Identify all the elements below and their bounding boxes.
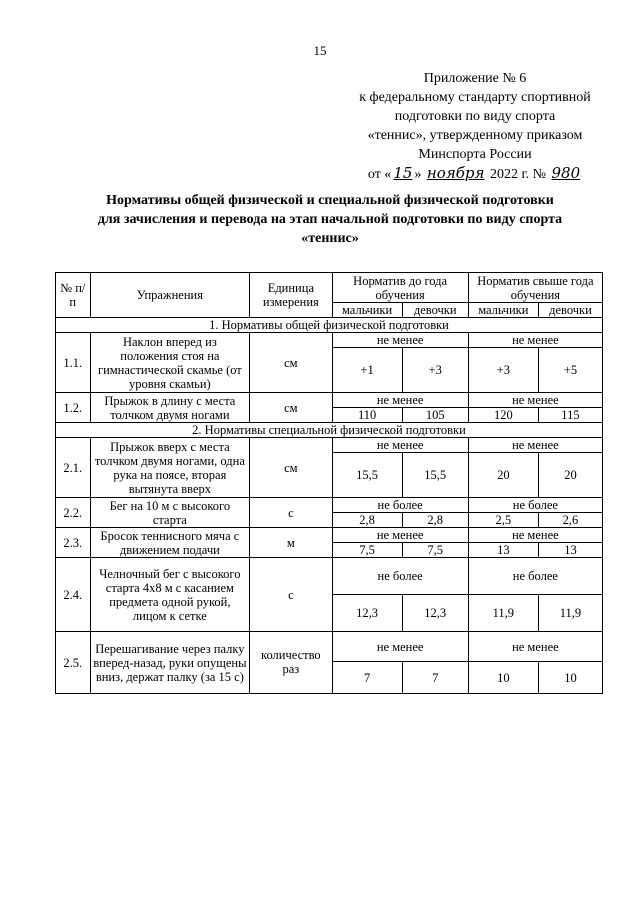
value-cell: 15,5: [402, 453, 468, 498]
norm-label: не менее: [468, 393, 602, 408]
row-num: 2.1.: [56, 438, 91, 498]
value-cell: 12,3: [332, 595, 402, 632]
header-unit: Единица измерения: [250, 273, 332, 318]
row-num: 2.2.: [56, 498, 91, 528]
norm-label: не менее: [332, 438, 468, 453]
value-cell: 10: [468, 662, 538, 694]
value-cell: 105: [402, 408, 468, 423]
row-unit: с: [250, 558, 332, 632]
value-cell: 120: [468, 408, 538, 423]
order-day: 15: [393, 164, 413, 182]
title-line: «теннис»: [301, 231, 359, 246]
row-unit: см: [250, 333, 332, 393]
section-heading: 1. Нормативы общей физической подготовки: [56, 318, 603, 333]
value-cell: 11,9: [538, 595, 602, 632]
header-over-year: Норматив свыше года обучения: [468, 273, 602, 303]
row-exercise: Наклон вперед из положения стоя на гимнастической скамье (от уровня скамьи): [90, 333, 250, 393]
value-cell: +3: [468, 348, 538, 393]
value-cell: 15,5: [332, 453, 402, 498]
date-prefix: от «: [367, 167, 392, 182]
row-num: 1.2.: [56, 393, 91, 423]
value-cell: 11,9: [468, 595, 538, 632]
norm-label: не менее: [468, 632, 602, 662]
value-cell: +1: [332, 348, 402, 393]
norm-label: не менее: [332, 333, 468, 348]
value-cell: 2,6: [538, 513, 602, 528]
value-cell: 20: [468, 453, 538, 498]
order-month: ноября: [426, 164, 485, 182]
value-cell: 7: [332, 662, 402, 694]
header-num: № п/п: [56, 273, 91, 318]
row-exercise: Челночный бег с высокого старта 4x8 м с касанием предмета одной рукой, лицом к сетке: [90, 558, 250, 632]
date-mid: »: [414, 167, 422, 182]
page-number: 15: [313, 43, 327, 58]
row-exercise: Бросок теннисного мяча с движением подачи: [90, 528, 250, 558]
norm-label: не менее: [332, 528, 468, 543]
header-girls: девочки: [402, 303, 468, 318]
value-cell: 2,5: [468, 513, 538, 528]
value-cell: 10: [538, 662, 602, 694]
order-number: 980: [551, 164, 581, 182]
value-cell: +3: [402, 348, 468, 393]
row-unit: см: [250, 393, 332, 423]
header-exercise: Упражнения: [90, 273, 250, 318]
appendix-line: к федеральному стандарту спортивной: [359, 90, 591, 105]
row-num: 2.5.: [56, 632, 91, 694]
appendix-line: подготовки по виду спорта: [394, 109, 556, 124]
row-exercise: Прыжок вверх с места толчком двумя ногами, одна рука на поясе, вторая вытянута вверх: [90, 438, 250, 498]
order-year-no: 2022 г. №: [489, 167, 546, 182]
row-unit: количество раз: [250, 632, 332, 694]
norm-label: не менее: [468, 528, 602, 543]
appendix-line: «теннис», утвержденному приказом: [367, 128, 583, 143]
norm-label: не более: [468, 498, 602, 513]
header-boys: мальчики: [468, 303, 538, 318]
row-num: 2.3.: [56, 528, 91, 558]
norm-label: не менее: [332, 393, 468, 408]
value-cell: +5: [538, 348, 602, 393]
value-cell: 2,8: [402, 513, 468, 528]
header-girls: девочки: [538, 303, 602, 318]
row-exercise: Перешагивание через палку вперед-назад, руки опущены вниз, держат палку (за 15 с): [90, 632, 250, 694]
appendix-line: Минспорта России: [418, 147, 532, 162]
appendix-header: [345, 69, 605, 184]
norm-label: не более: [332, 498, 468, 513]
value-cell: 12,3: [402, 595, 468, 632]
value-cell: 13: [468, 543, 538, 558]
norm-label: не более: [332, 558, 468, 595]
header-boys: мальчики: [332, 303, 402, 318]
section-heading: 2. Нормативы специальной физической подготовки: [56, 423, 603, 438]
title-line: для зачисления и перевода на этап начальной подготовки по виду спорта: [97, 212, 563, 227]
value-cell: 2,8: [332, 513, 402, 528]
norm-label: не менее: [468, 438, 602, 453]
header-until-year: Норматив до года обучения: [332, 273, 468, 303]
row-unit: с: [250, 498, 332, 528]
value-cell: 7,5: [402, 543, 468, 558]
row-num: 1.1.: [56, 333, 91, 393]
value-cell: 13: [538, 543, 602, 558]
appendix-line: Приложение № 6: [423, 71, 527, 86]
title-line: Нормативы общей физической и специальной физической подготовки: [106, 193, 554, 208]
row-unit: см: [250, 438, 332, 498]
row-num: 2.4.: [56, 558, 91, 632]
norm-label: не более: [468, 558, 602, 595]
document-title: [60, 191, 600, 248]
norm-label: не менее: [332, 632, 468, 662]
order-date-line: [345, 164, 605, 184]
value-cell: 20: [538, 453, 602, 498]
norm-label: не менее: [468, 333, 602, 348]
norms-table: [55, 272, 603, 694]
row-exercise: Бег на 10 м с высокого старта: [90, 498, 250, 528]
row-unit: м: [250, 528, 332, 558]
value-cell: 7,5: [332, 543, 402, 558]
row-exercise: Прыжок в длину с места толчком двумя ногами: [90, 393, 250, 423]
value-cell: 115: [538, 408, 602, 423]
value-cell: 7: [402, 662, 468, 694]
value-cell: 110: [332, 408, 402, 423]
